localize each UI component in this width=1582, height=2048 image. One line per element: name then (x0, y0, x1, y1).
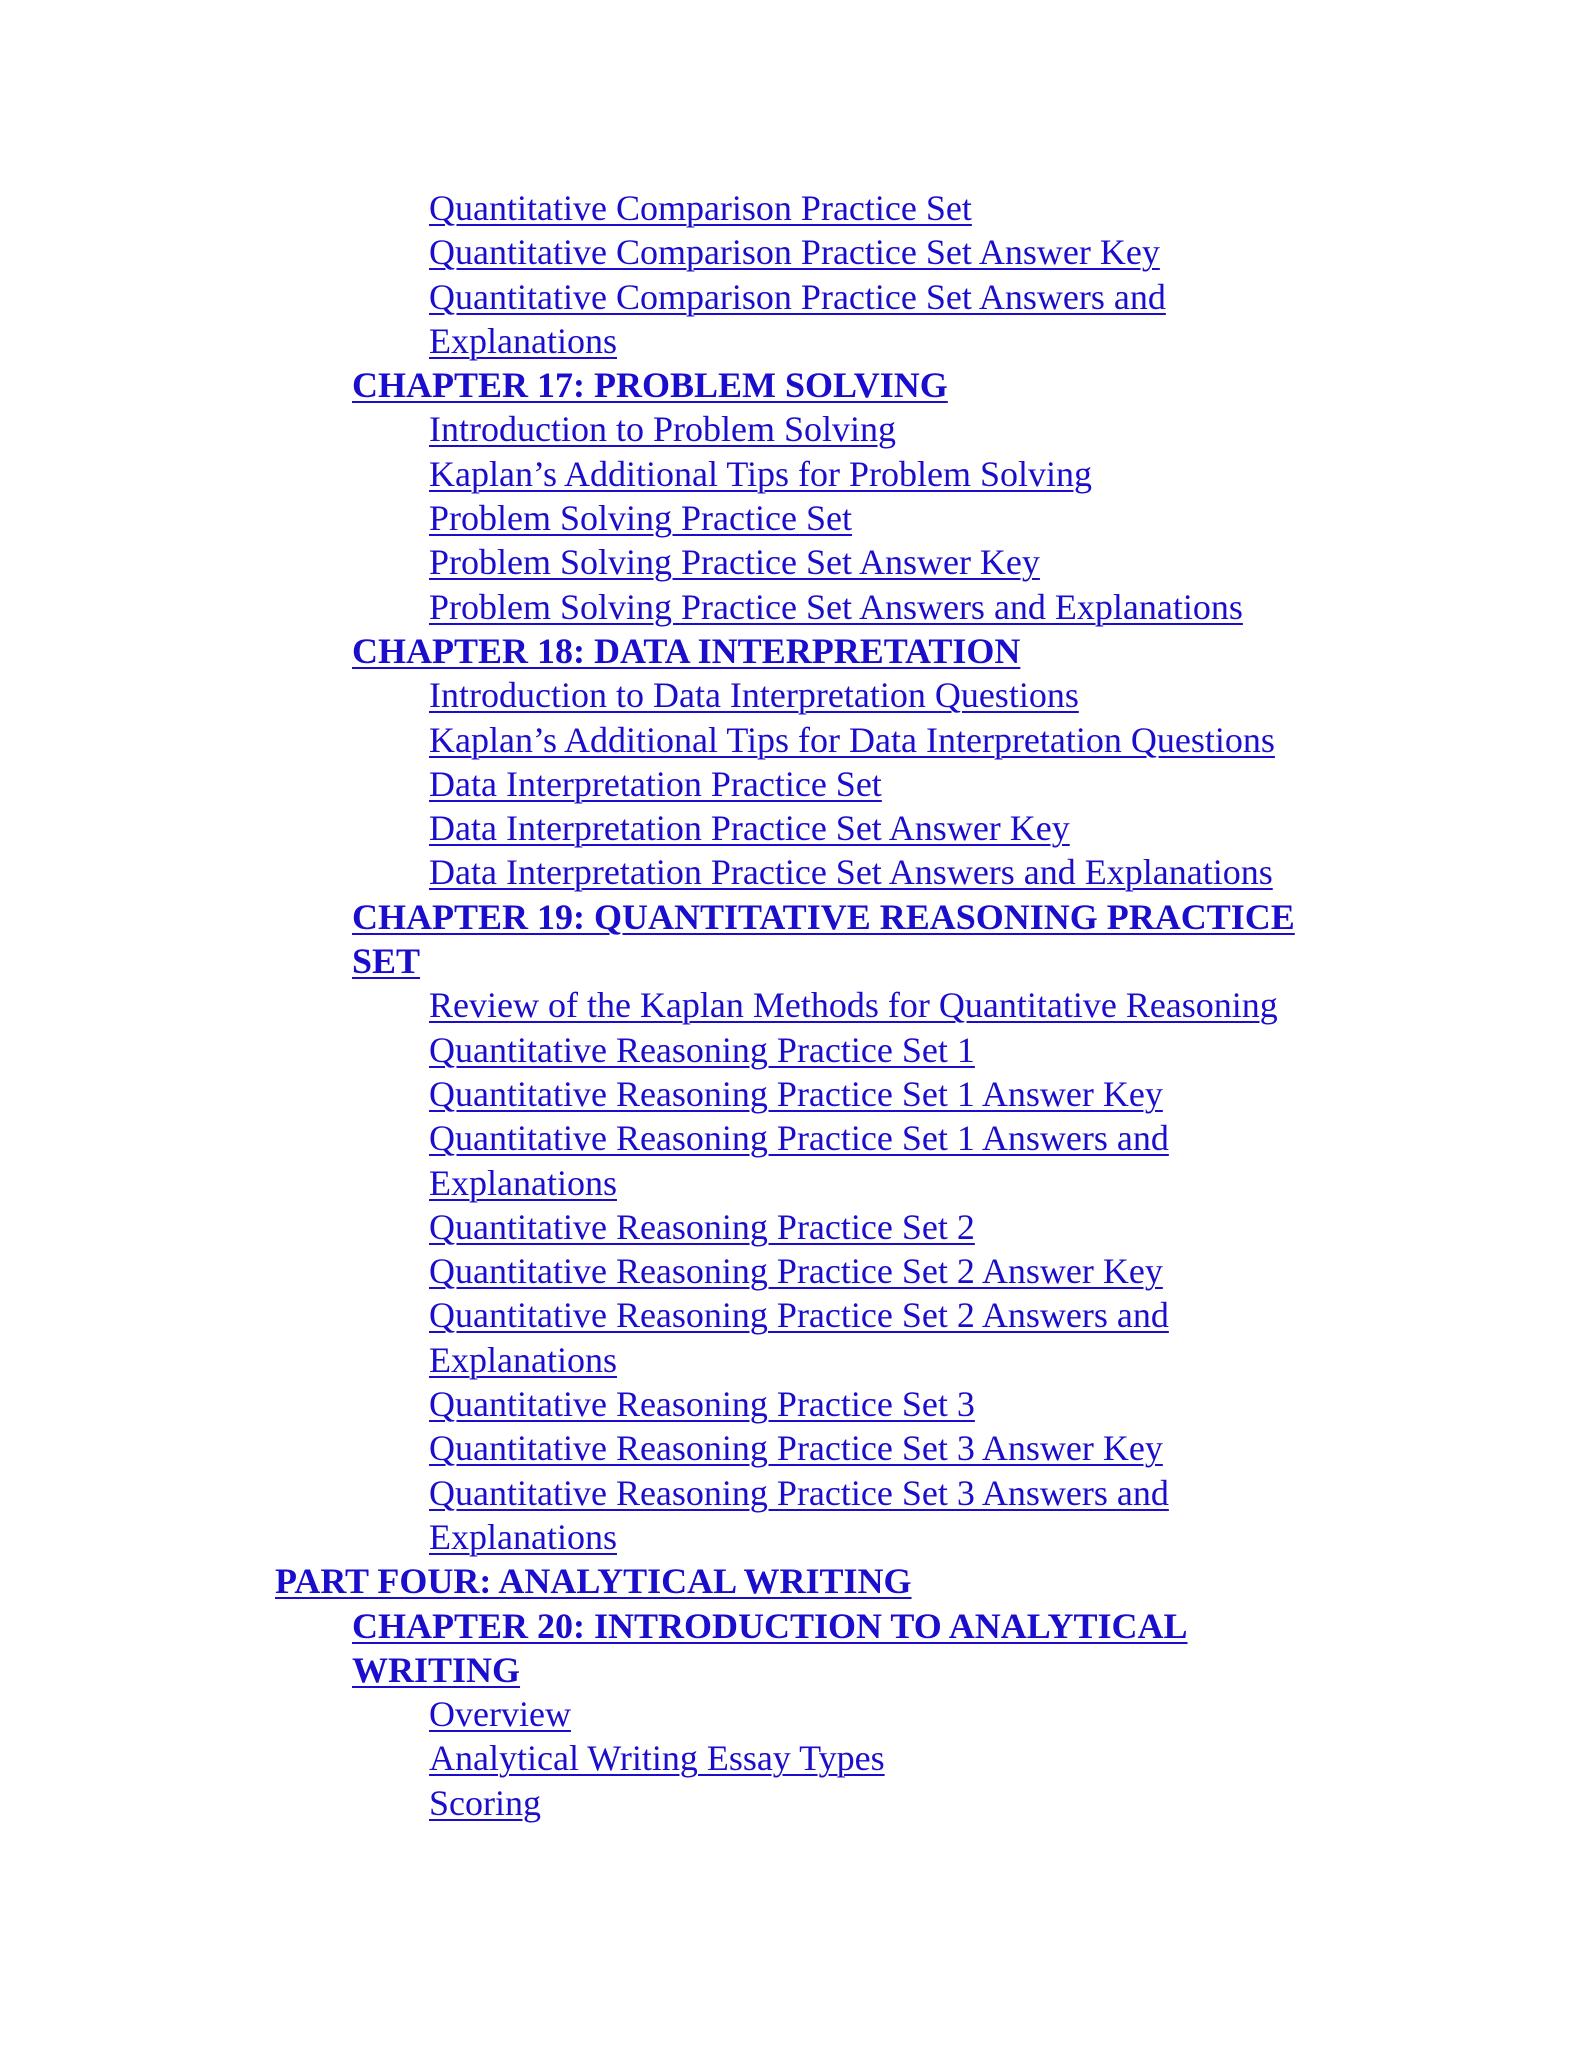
toc-link-chapter-18[interactable]: CHAPTER 18: DATA INTERPRETATION (352, 630, 1021, 671)
toc-link-qc-practice-set[interactable]: Quantitative Comparison Practice Set (429, 188, 972, 228)
toc-link-qr-set-1-answers-cont[interactable]: Explanations (429, 1162, 617, 1203)
toc-link-di-answers-explanations[interactable]: Data Interpretation Practice Set Answers and Explanations (429, 852, 1273, 893)
toc-link-ps-answers-explanations[interactable]: Problem Solving Practice Set Answers and Explanations (429, 586, 1243, 627)
toc-link-ps-introduction[interactable]: Introduction to Problem Solving (429, 409, 896, 450)
toc-link-di-practice-set[interactable]: Data Interpretation Practice Set (429, 763, 882, 804)
toc-link-ps-tips[interactable]: Kaplan’s Additional Tips for Problem Solving (429, 453, 1093, 494)
toc-link-chapter-19-cont[interactable]: SET (352, 941, 421, 982)
toc-link-qr-set-1-answer-key[interactable]: Quantitative Reasoning Practice Set 1 Answer Key (429, 1073, 1163, 1114)
toc-link-qr-set-1-answers[interactable]: Quantitative Reasoning Practice Set 1 Answers and (429, 1118, 1169, 1159)
toc-link-qr-set-2-answers[interactable]: Quantitative Reasoning Practice Set 2 Answers and (429, 1295, 1169, 1336)
toc-link-qc-answer-key[interactable]: Quantitative Comparison Practice Set Answer Key (429, 232, 1160, 273)
toc-link-qr-set-3-answers[interactable]: Quantitative Reasoning Practice Set 3 Answers and (429, 1472, 1169, 1513)
toc-link-qr-set-1[interactable]: Quantitative Reasoning Practice Set 1 (429, 1029, 975, 1070)
toc-link-ps-practice-set[interactable]: Problem Solving Practice Set (429, 498, 852, 539)
toc-link-chapter-17[interactable]: CHAPTER 17: PROBLEM SOLVING (352, 365, 948, 406)
toc-link-chapter-20-cont[interactable]: WRITING (352, 1649, 521, 1690)
toc-link-qr-set-2[interactable]: Quantitative Reasoning Practice Set 2 (429, 1206, 975, 1247)
toc-link-ps-answer-key[interactable]: Problem Solving Practice Set Answer Key (429, 542, 1040, 583)
toc-link-qr-set-2-answer-key[interactable]: Quantitative Reasoning Practice Set 2 Answer Key (429, 1251, 1163, 1292)
toc-link-di-tips[interactable]: Kaplan’s Additional Tips for Data Interpretation Questions (429, 719, 1275, 760)
toc-link-qc-answers-explanations-cont[interactable]: Explanations (429, 320, 617, 361)
toc-link-di-answer-key[interactable]: Data Interpretation Practice Set Answer Key (429, 808, 1070, 849)
table-of-contents (0, 186, 1582, 1825)
toc-link-di-introduction[interactable]: Introduction to Data Interpretation Questions (429, 675, 1079, 716)
toc-link-aw-essay-types[interactable]: Analytical Writing Essay Types (429, 1738, 885, 1779)
toc-link-qr-set-2-answers-cont[interactable]: Explanations (429, 1339, 617, 1380)
toc-link-qr-review-methods[interactable]: Review of the Kaplan Methods for Quantitative Reasoning (429, 985, 1278, 1026)
toc-link-chapter-20[interactable]: CHAPTER 20: INTRODUCTION TO ANALYTICAL (352, 1605, 1188, 1646)
toc-link-chapter-19[interactable]: CHAPTER 19: QUANTITATIVE REASONING PRACTICE (352, 896, 1295, 937)
toc-link-qr-set-3[interactable]: Quantitative Reasoning Practice Set 3 (429, 1384, 975, 1425)
toc-link-qr-set-3-answer-key[interactable]: Quantitative Reasoning Practice Set 3 Answer Key (429, 1428, 1163, 1469)
toc-link-qr-set-3-answers-cont[interactable]: Explanations (429, 1516, 617, 1557)
toc-link-qc-answers-explanations[interactable]: Quantitative Comparison Practice Set Answers and (429, 276, 1166, 317)
toc-link-aw-scoring[interactable]: Scoring (429, 1782, 541, 1823)
toc-link-part-four[interactable]: PART FOUR: ANALYTICAL WRITING (275, 1561, 912, 1602)
toc-link-aw-overview[interactable]: Overview (429, 1694, 571, 1735)
